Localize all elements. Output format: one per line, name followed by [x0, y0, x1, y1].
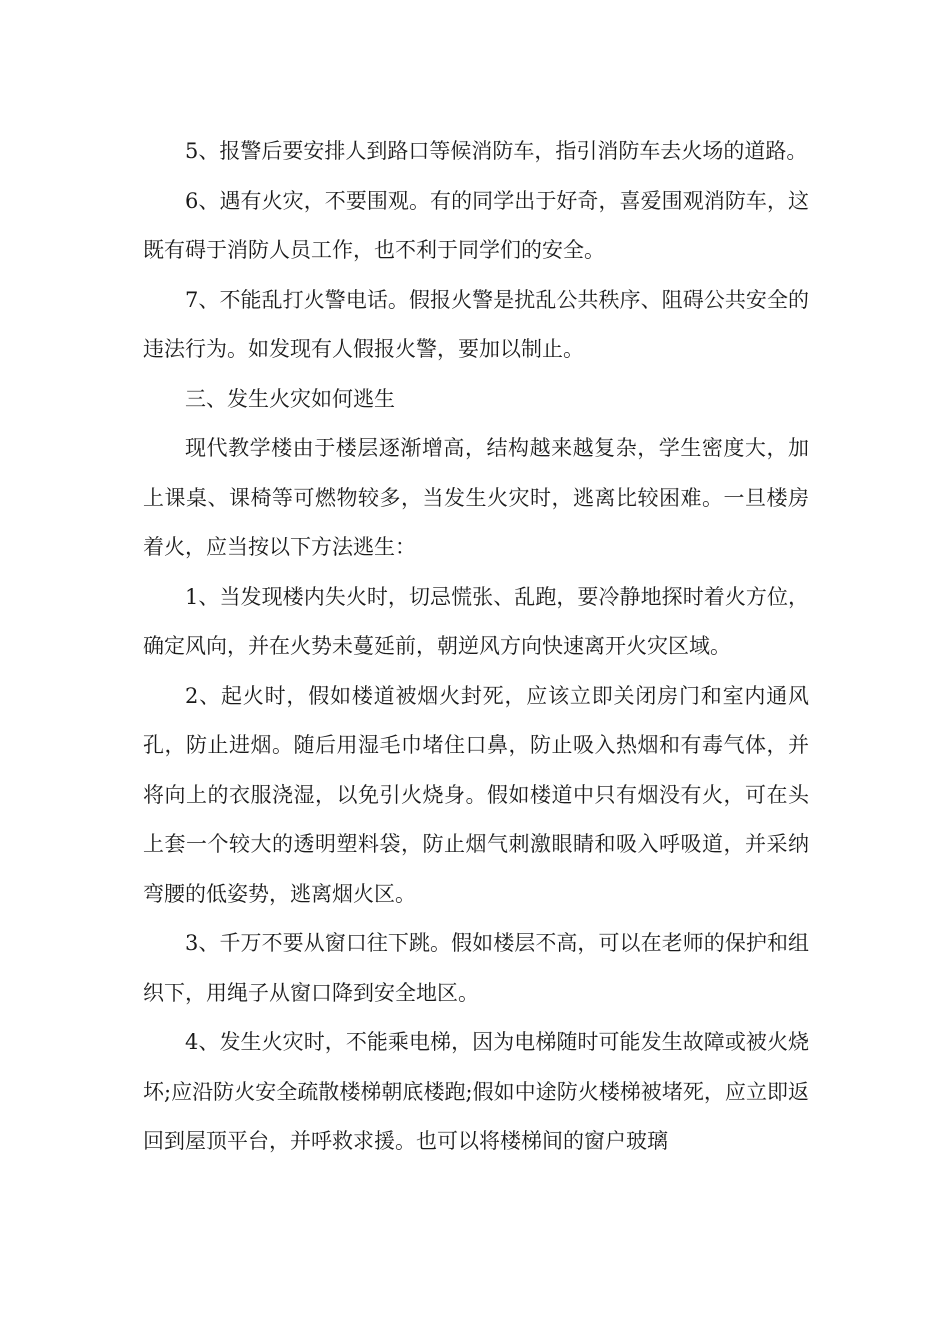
- paragraph-item-5: 5、报警后要安排人到路口等候消防车，指引消防车去火场的道路。: [185, 139, 808, 163]
- paragraph-escape-4: 4、发生火灾时，不能乘电梯，因为电梯随时可能发生故障或被火烧坏;应沿防火安全疏散楼梯朝底楼跑;假如中途防火楼梯被堵死，应立即返回到屋顶平台，并呼救求援。也可以将楼梯间的窗户玻璃: [143, 1030, 809, 1153]
- paragraph-escape-1: 1、当发现楼内失火时，切忌慌张、乱跑，要冷静地探时着火方位，确定风向，并在火势未蔓延前，朝逆风方向快速离开火灾区域。: [143, 584, 809, 658]
- section-heading-escape: 三、发生火灾如何逃生: [185, 386, 395, 411]
- paragraph-escape-2: 2、起火时，假如楼道被烟火封死，应该立即关闭房门和室内通风孔，防止进烟。随后用湿毛巾堵住口鼻，防止吸入热烟和有毒气体，并将向上的衣服浇湿，以免引火烧身。假如楼道中只有烟没有火，可在头上套一个较大的透明塑料袋，防止烟气刺激眼睛和吸入呼吸道，并采纳弯腰的低姿势，逃离烟火区。: [143, 683, 809, 906]
- paragraph-item-7: 7、不能乱打火警电话。假报火警是扰乱公共秩序、阻碍公共安全的违法行为。如发现有人假报火警，要加以制止。: [143, 287, 809, 361]
- paragraph-item-6: 6、遇有火灾，不要围观。有的同学出于好奇，喜爱围观消防车，这既有碍于消防人员工作，也不利于同学们的安全。: [143, 188, 809, 262]
- paragraph-escape-3: 3、千万不要从窗口往下跳。假如楼层不高，可以在老师的保护和组织下，用绳子从窗口降到安全地区。: [143, 931, 809, 1005]
- paragraph-intro: 现代教学楼由于楼层逐渐增高，结构越来越复杂，学生密度大，加上课桌、课椅等可燃物较多，当发生火灾时，逃离比较困难。一旦楼房着火，应当按以下方法逃生：: [143, 436, 809, 559]
- document-body: [143, 127, 809, 1167]
